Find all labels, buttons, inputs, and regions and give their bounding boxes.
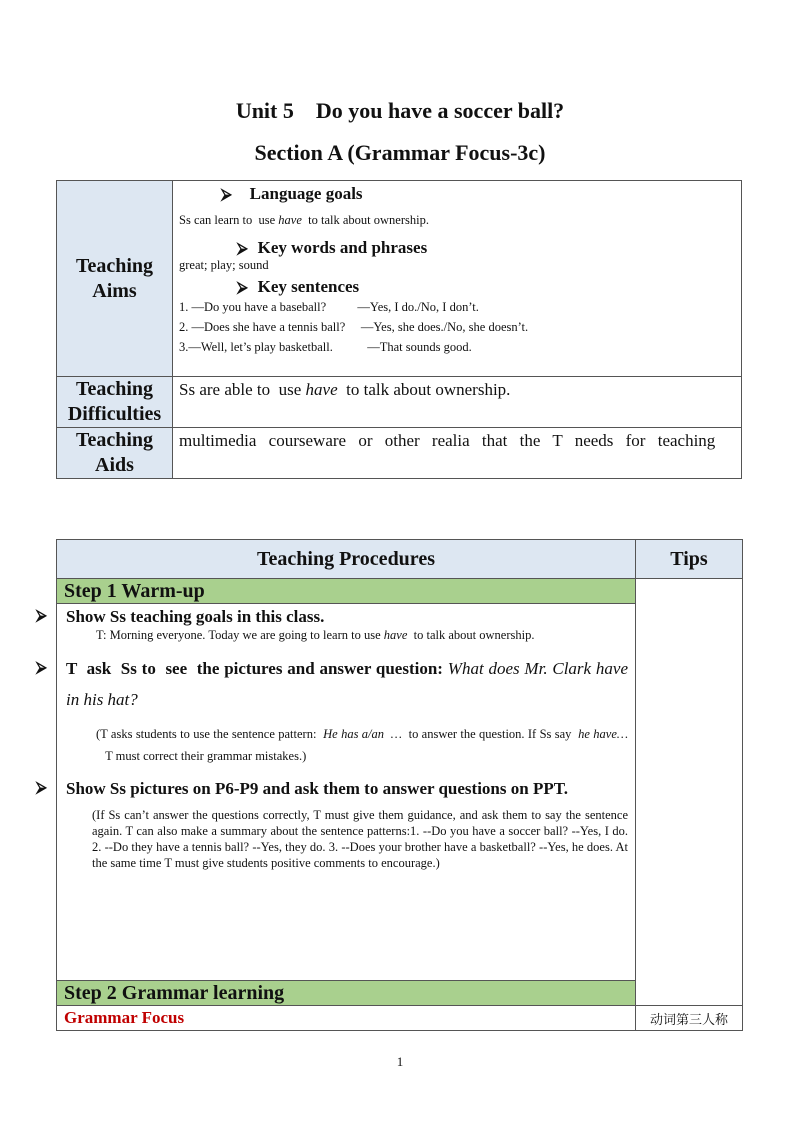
procedures-table <box>36 539 743 1031</box>
aims-label <box>57 181 173 377</box>
step2-heading: Step 2 Grammar learning <box>57 981 636 1006</box>
aims-label-line2: Aims <box>92 279 137 302</box>
sentence-2: 2. —Does she have a tennis ball? —Yes, she does./No, she doesn’t. <box>179 320 529 334</box>
tips-cell-step1 <box>636 579 743 1006</box>
key-words-heading: ⮚ Key words and phrases <box>237 238 428 257</box>
procedures-header: Teaching Procedures <box>57 540 636 579</box>
step1-content <box>36 604 636 981</box>
bullet-ppt: ⮚ Show Ss pictures on P6-P9 and ask them to answer questions on PPT. <box>36 779 569 798</box>
page-title: Unit 5 Do you have a soccer ball? <box>235 98 565 123</box>
goals-text: Ss can learn to use have to talk about ownership. <box>179 213 429 227</box>
tips-header: Tips <box>636 540 743 579</box>
page-subtitle: Section A (Grammar Focus-3c) <box>254 140 546 165</box>
pictures-note: (T asks students to use the sentence pattern: He has a/an … to answer the question. If Ss say he have… T must correct their grammar mistakes.) <box>96 727 629 763</box>
bullet-goals: ⮚ Show Ss teaching goals in this class. <box>36 607 325 626</box>
key-words-text: great; play; sound <box>179 258 269 272</box>
tip-verb-third-person: 动词第三人称 <box>636 1006 743 1031</box>
aids-content: multimedia courseware or other realia that the T needs for teaching <box>173 428 742 479</box>
page-number: 1 <box>396 1054 404 1069</box>
sentence-3: 3.—Well, let’s play basketball. —That sounds good. <box>179 340 472 354</box>
arrow-bullet-icon: ⮚ <box>36 660 47 676</box>
teaching-info-table <box>56 180 742 479</box>
difficulties-content: Ss are able to use have to talk about ownership. <box>173 377 742 428</box>
aims-label-line1: Teaching <box>75 254 154 277</box>
arrow-bullet-icon: ⮚ <box>237 280 248 296</box>
difficulties-label: Teaching Difficulties <box>57 377 173 428</box>
language-goals-heading: ⮚ Language goals <box>221 184 363 203</box>
sentence-1: 1. —Do you have a baseball? —Yes, I do./No, I don’t. <box>179 300 479 314</box>
arrow-bullet-icon: ⮚ <box>36 780 47 796</box>
aids-label: Teaching Aids <box>57 428 173 479</box>
ppt-note: (If Ss can’t answer the questions correctly, T must give them guidance, and ask them to say the sentence again. T can also make a summary about the sentence patterns:1. --Do you have a soccer ball? --Yes, I do. 2. --Do they have a tennis ball? --Yes, they do. 3. --Does your brother have a basketball? --Yes, he does. At the same time T must give students positive comments to encourage.) <box>92 808 628 870</box>
bullet-pictures: ⮚ T ask Ss to see the pictures and answer question: What does Mr. Clark have in his hat? <box>64 653 628 715</box>
key-sentences-heading: ⮚ Key sentences <box>237 277 360 296</box>
goals-note: T: Morning everyone. Today we are going to learn to use have to talk about ownership. <box>96 628 535 642</box>
arrow-bullet-icon: ⮚ <box>36 608 47 624</box>
arrow-bullet-icon: ⮚ <box>221 187 232 203</box>
step1-heading: Step 1 Warm-up <box>57 579 636 604</box>
grammar-focus-label: Grammar Focus <box>57 1006 636 1031</box>
arrow-bullet-icon: ⮚ <box>237 241 248 257</box>
aims-content <box>173 181 742 377</box>
